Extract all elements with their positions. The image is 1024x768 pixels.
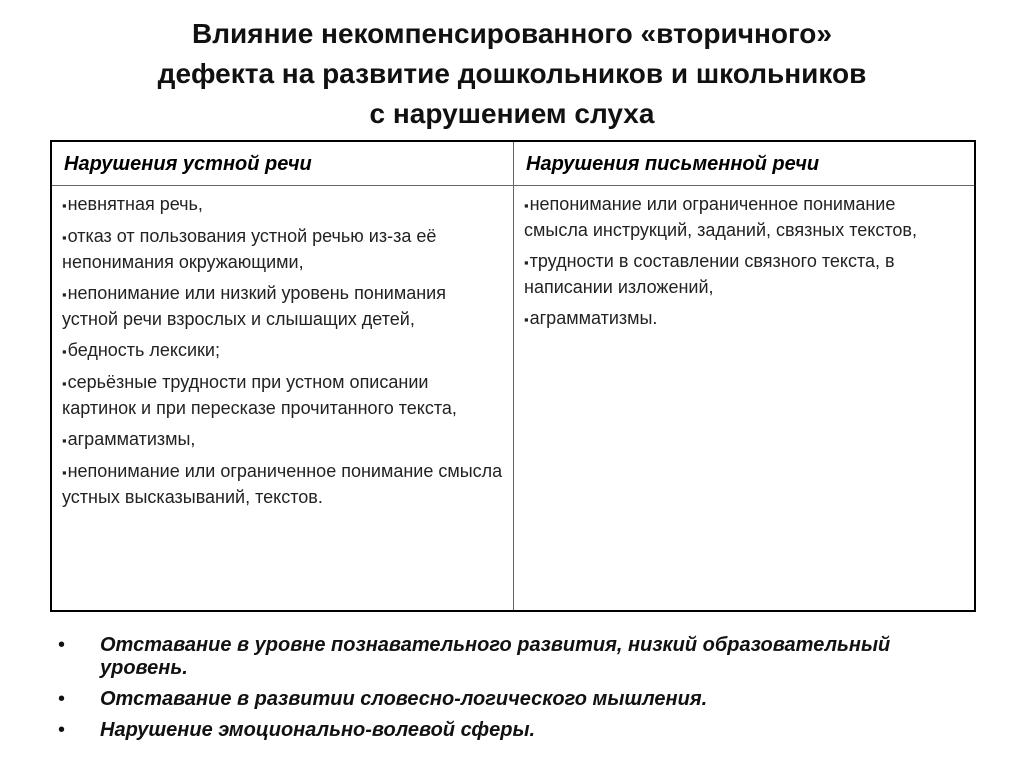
oral-item: ▪ бедность лексики; xyxy=(62,338,503,364)
oral-item: ▪ аграмматизмы, xyxy=(62,427,503,453)
written-item: ▪ трудности в составлении связного текста, в написании изложений, xyxy=(524,249,964,300)
title-line-3: с нарушением слуха xyxy=(369,98,655,129)
bullet-dot-icon: • xyxy=(58,688,66,710)
bullet-dot-icon: • xyxy=(58,634,66,656)
summary-item xyxy=(58,688,958,711)
oral-speech-cell xyxy=(52,186,514,610)
summary-item xyxy=(58,634,958,680)
bullet-dot-icon: • xyxy=(58,719,66,741)
written-item: ▪ аграмматизмы. xyxy=(524,306,964,332)
comparison-table xyxy=(50,140,976,612)
slide-title xyxy=(40,14,984,134)
written-item: ▪ непонимание или ограниченное понимание смысла инструкций, заданий, связных текстов, xyxy=(524,192,964,243)
title-line-1: Влияние некомпенсированного «вторичного» xyxy=(192,18,832,49)
header-oral-speech: Нарушения устной речи xyxy=(52,142,514,186)
summary-item xyxy=(58,719,958,742)
summary-text: Отставание в уровне познавательного развития, низкий образовательный уровень. xyxy=(100,634,891,679)
summary-text: Отставание в развитии словесно-логического мышления. xyxy=(100,688,708,710)
header-written-speech: Нарушения письменной речи xyxy=(514,142,974,186)
title-line-2: дефекта на развитие дошкольников и школьников xyxy=(157,58,867,89)
oral-item: ▪ серьёзные трудности при устном описании картинок и при пересказе прочитанного текста, xyxy=(62,370,503,421)
oral-item: ▪ невнятная речь, xyxy=(62,192,503,218)
summary-list xyxy=(58,634,958,750)
written-speech-cell xyxy=(514,186,974,610)
oral-item: ▪ непонимание или ограниченное понимание смысла устных высказываний, текстов. xyxy=(62,459,503,510)
summary-text: Нарушение эмоционально-волевой сферы. xyxy=(100,719,536,741)
oral-item: ▪ непонимание или низкий уровень понимания устной речи взрослых и слышащих детей, xyxy=(62,281,503,332)
oral-item: ▪ отказ от пользования устной речью из-за её непонимания окружающими, xyxy=(62,224,503,275)
